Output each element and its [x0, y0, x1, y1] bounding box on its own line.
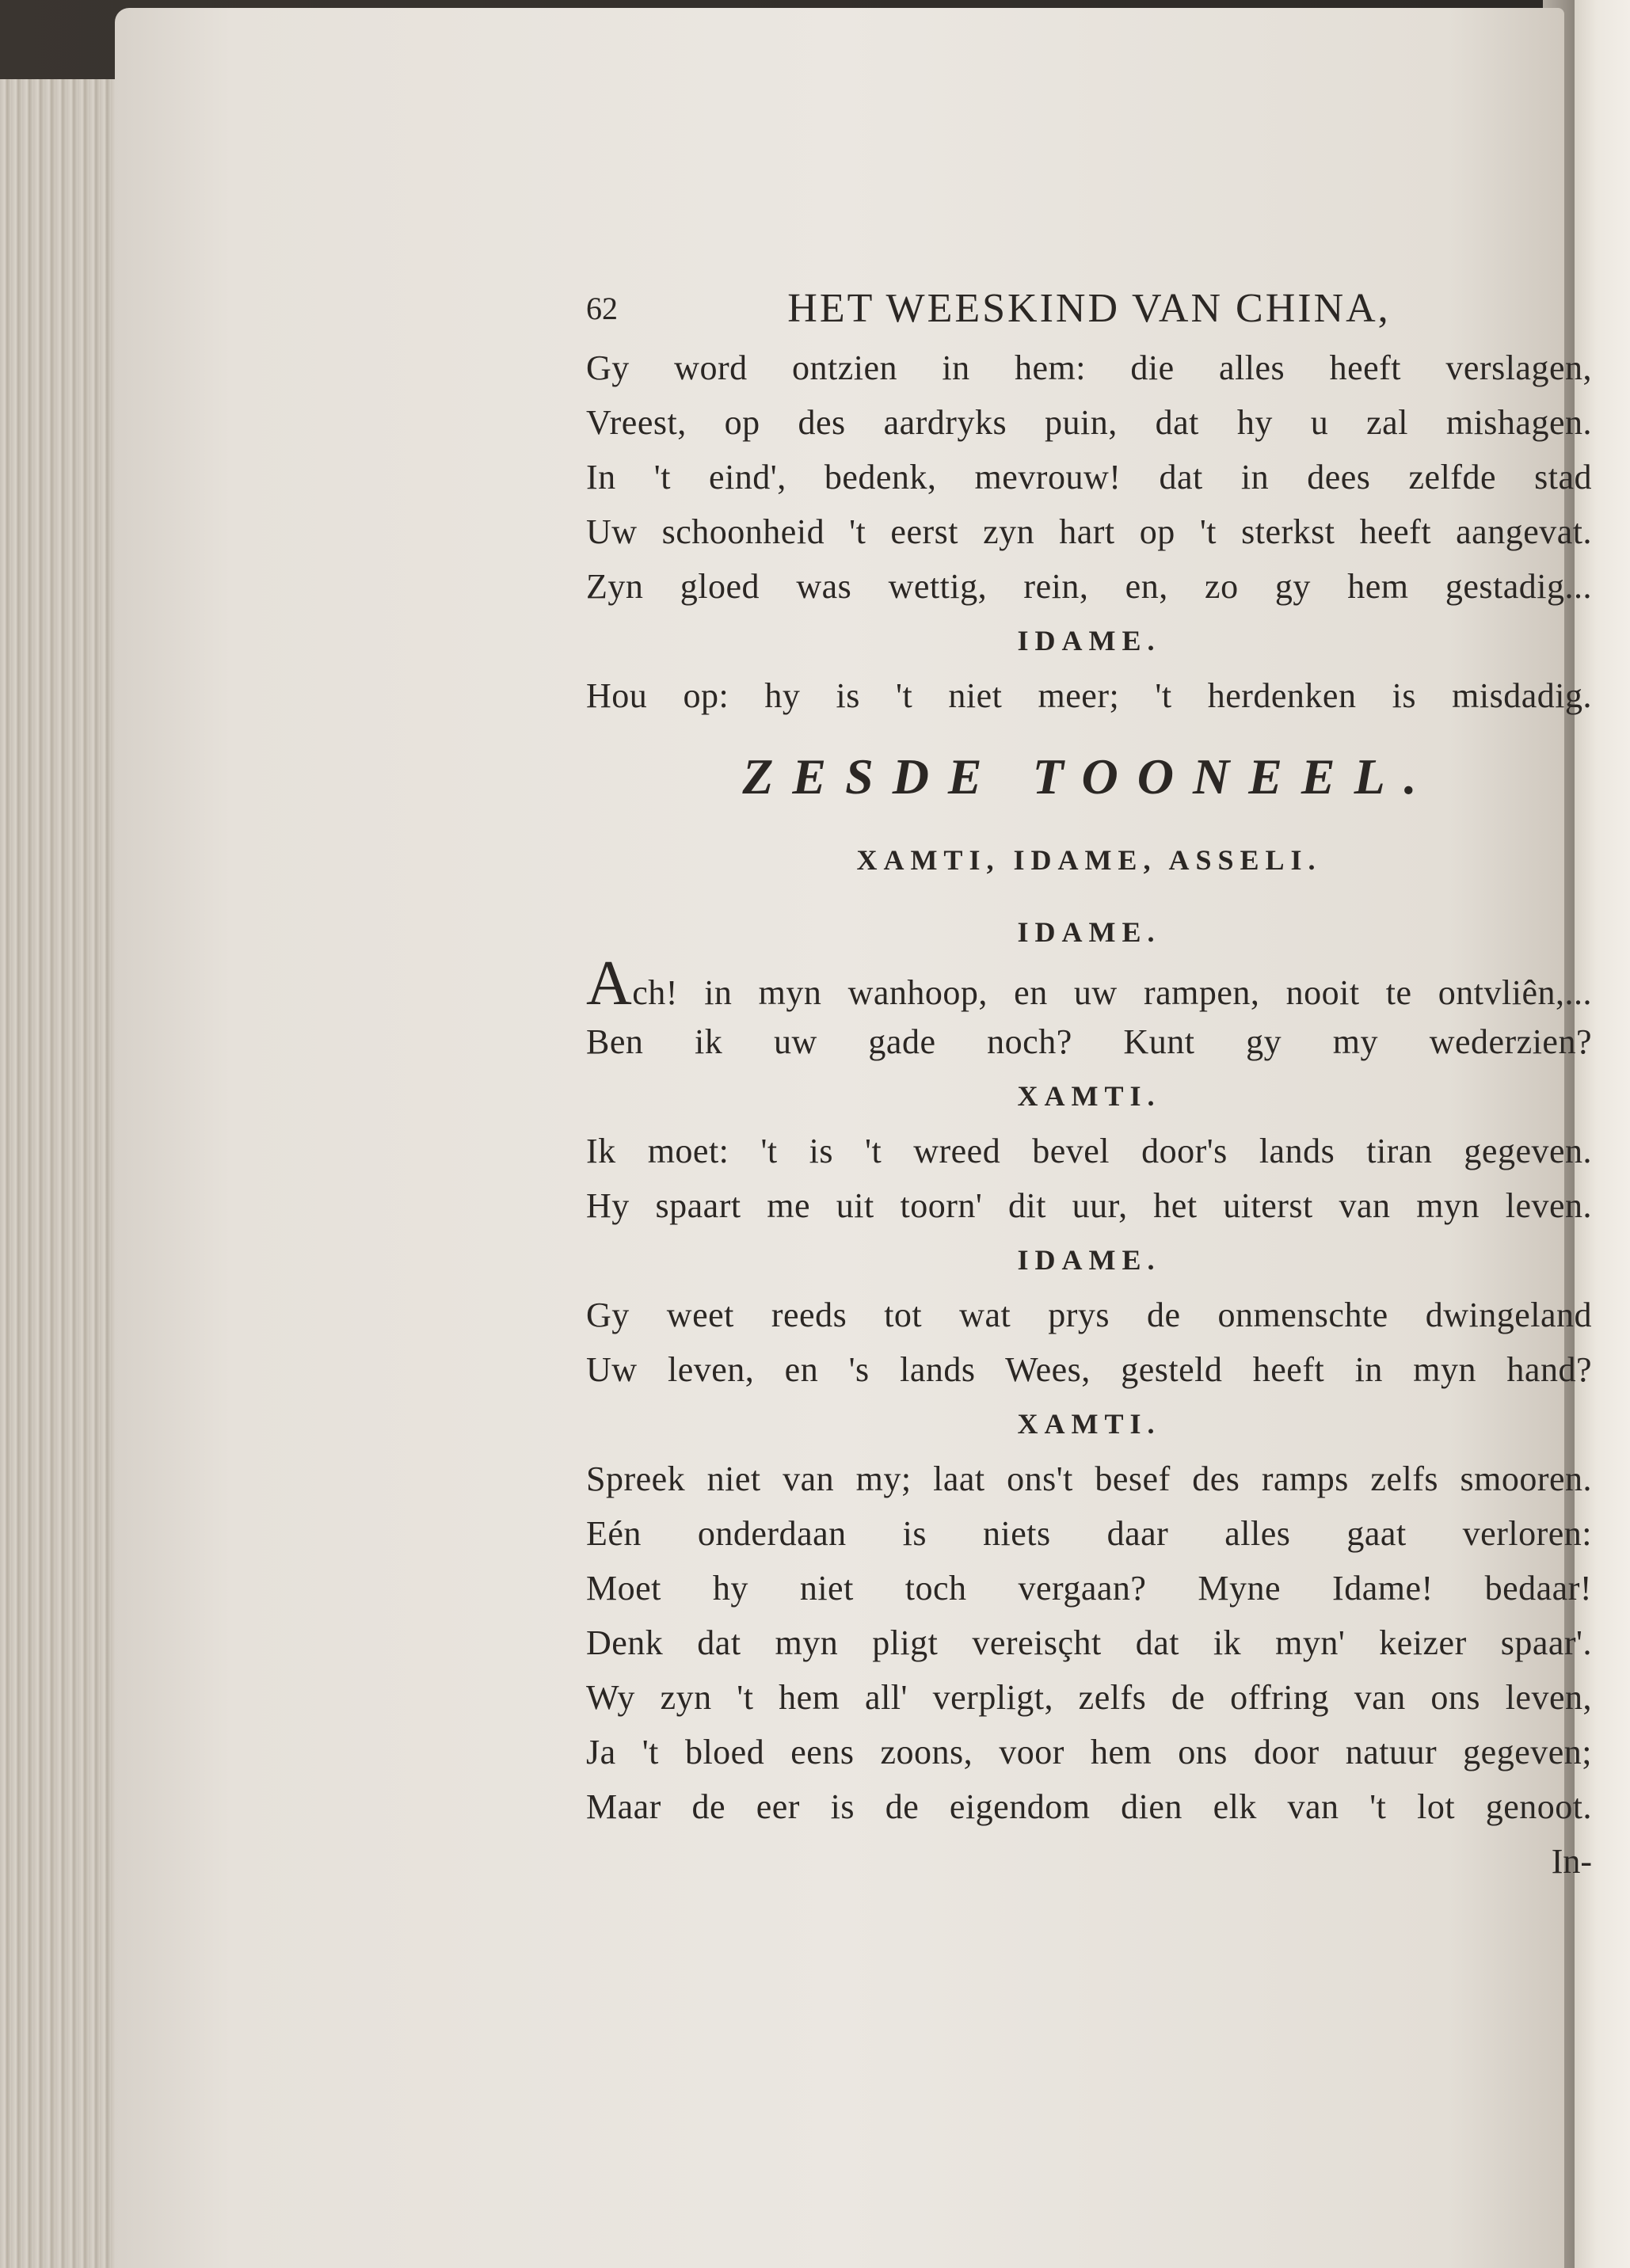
book-page	[115, 8, 1592, 2268]
page-header	[586, 277, 1592, 341]
speaker-name: IDAME.	[1017, 625, 1161, 656]
verse-line: Uw leven, en 's lands Wees, gesteld heeft in myn hand?	[586, 1350, 1592, 1389]
verse-line: In 't eind', bedenk, mevrouw! dat in dees zelfde stad	[586, 458, 1592, 497]
drop-cap: A	[586, 949, 633, 1018]
speaker-name: IDAME.	[1017, 916, 1161, 948]
catchword: In-	[1551, 1842, 1592, 1881]
verse-line: Vreest, op des aardryks puin, dat hy u zal mishagen.	[586, 403, 1592, 442]
verse-line: Gy word ontzien in hem: die alles heeft verslagen,	[586, 348, 1592, 387]
verse-line: Ben ik uw gade noch? Kunt gy my wederzien?	[586, 1022, 1592, 1061]
speaker-name: XAMTI.	[1017, 1408, 1161, 1440]
verse-line: Maar de eer is de eigendom dien elk van 't lot genoot.	[586, 1787, 1592, 1826]
speaker-name: IDAME.	[1017, 1244, 1161, 1276]
page-text	[586, 277, 1592, 1889]
scene-title: ZESDE TOONEEL.	[742, 748, 1436, 805]
verse-line: Eén onderdaan is niets daar alles gaat verloren:	[586, 1514, 1592, 1553]
verse-line: Hy spaart me uit toorn' dit uur, het uiterst van myn leven.	[586, 1186, 1592, 1225]
verse-line: Wy zyn 't hem all' verpligt, zelfs de offring van ons leven,	[586, 1678, 1592, 1717]
verse-line-rest: ch! in myn wanhoop, en uw rampen, nooit te ontvliên,...	[632, 973, 1592, 1012]
running-title: HET WEESKIND VAN CHINA,	[787, 286, 1391, 331]
verse-line-dropcap	[586, 949, 1592, 1018]
speaker-name: XAMTI.	[1017, 1080, 1161, 1112]
page-number: 62	[586, 291, 618, 326]
verse-line: Gy weet reeds tot wat prys de onmenschte dwingeland	[586, 1296, 1592, 1334]
verse-line: Ik moet: 't is 't wreed bevel door's lands tiran gegeven.	[586, 1132, 1592, 1170]
verse-line: Ja 't bloed eens zoons, voor hem ons door natuur gegeven;	[586, 1733, 1592, 1771]
verse-line: Zyn gloed was wettig, rein, en, zo gy hem gestadig...	[586, 567, 1592, 606]
verse-line: Uw schoonheid 't eerst zyn hart op 't sterkst heeft aangevat.	[586, 512, 1592, 551]
verse-line: Moet hy niet toch vergaan? Myne Idame! bedaar!	[586, 1569, 1592, 1608]
verse-line: Spreek niet van my; laat ons't besef des ramps zelfs smooren.	[586, 1459, 1592, 1498]
scene-characters: XAMTI, IDAME, ASSELI.	[856, 844, 1322, 876]
verse-line: Denk dat myn pligt vereisçht dat ik myn' keizer spaar'.	[586, 1623, 1592, 1662]
verse-line: Hou op: hy is 't niet meer; 't herdenken is misdadig.	[586, 676, 1592, 715]
